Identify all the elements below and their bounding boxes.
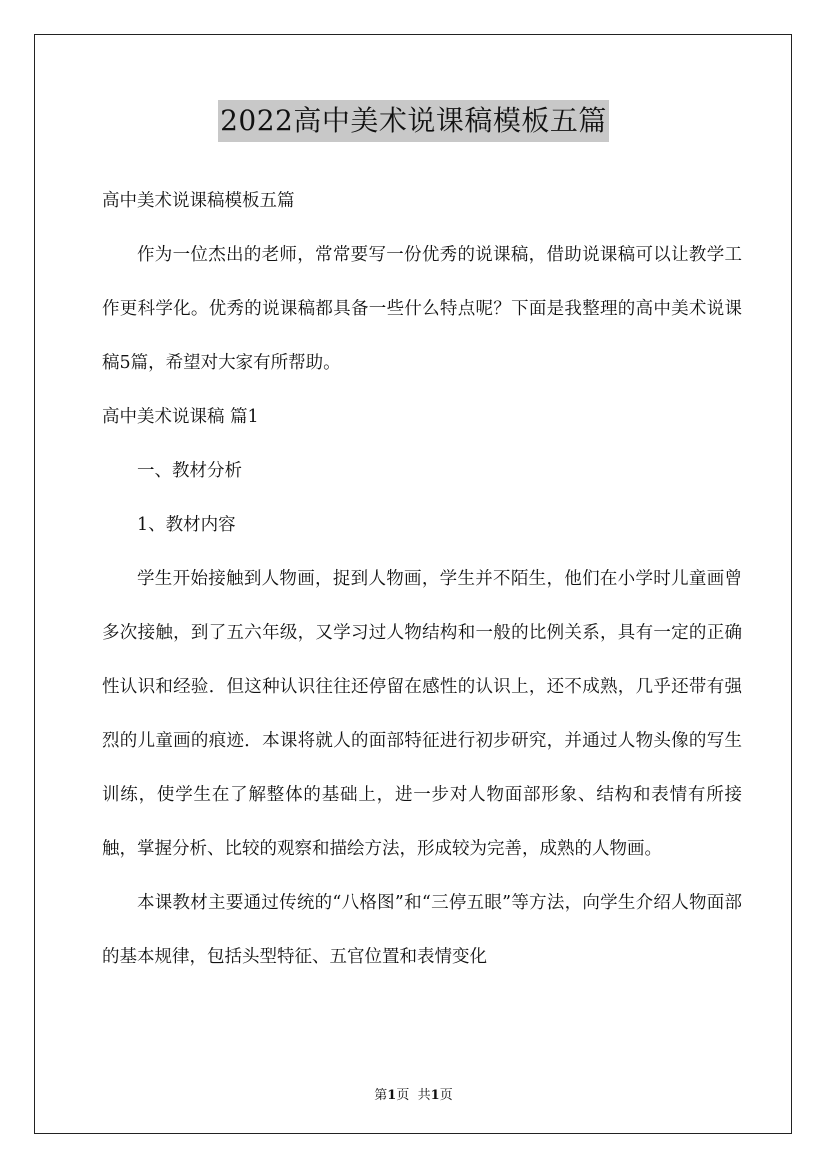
heading-level2: 1、教材内容 bbox=[137, 515, 236, 535]
page-number: 1 bbox=[387, 1088, 397, 1103]
body-paragraph-1: 学生开始接触到人物画，捉到人物画，学生并不陌生，他们在小学时儿童画曾多次接触，到了五六年级，又学习过人物结构和一般的比例关系，具有一定的正确性认识和经验．但这种认识往往还停留在感性的认识上，还不成熟，几乎还带有强烈的儿童画的痕迹．本课将就人的面部特征进行初步研究，并通过人物头像的写生训练，使学生在了解整体的基础上，进一步对人物面部形象、结构和表情有所接触，掌握分析、比较的观察和描绘方法，形成较为完善，成熟的人物画。 bbox=[102, 569, 742, 859]
total-pages: 1 bbox=[430, 1088, 440, 1103]
document-body bbox=[102, 174, 742, 984]
body-paragraph-2: 本课教材主要通过传统的“八格图”和“三停五眼”等方法，向学生介绍人物面部的基本规律，包括头型特征、五官位置和表情变化 bbox=[102, 893, 742, 967]
title-container bbox=[0, 100, 827, 142]
page-suffix: 页 bbox=[396, 1088, 410, 1103]
page-footer bbox=[0, 1084, 827, 1103]
total-suffix: 页 bbox=[439, 1088, 453, 1103]
document-title: 2022高中美术说课稿模板五篇 bbox=[218, 100, 609, 142]
total-prefix: 共 bbox=[417, 1088, 431, 1103]
heading-level1: 一、教材分析 bbox=[137, 461, 242, 481]
document-subtitle: 高中美术说课稿模板五篇 bbox=[102, 191, 295, 211]
page-prefix: 第 bbox=[374, 1088, 388, 1103]
section-heading: 高中美术说课稿 篇1 bbox=[102, 407, 259, 427]
intro-paragraph: 作为一位杰出的老师，常常要写一份优秀的说课稿，借助说课稿可以让教学工作更科学化。优秀的说课稿都具备一些什么特点呢？下面是我整理的高中美术说课稿5篇，希望对大家有所帮助。 bbox=[102, 245, 742, 373]
